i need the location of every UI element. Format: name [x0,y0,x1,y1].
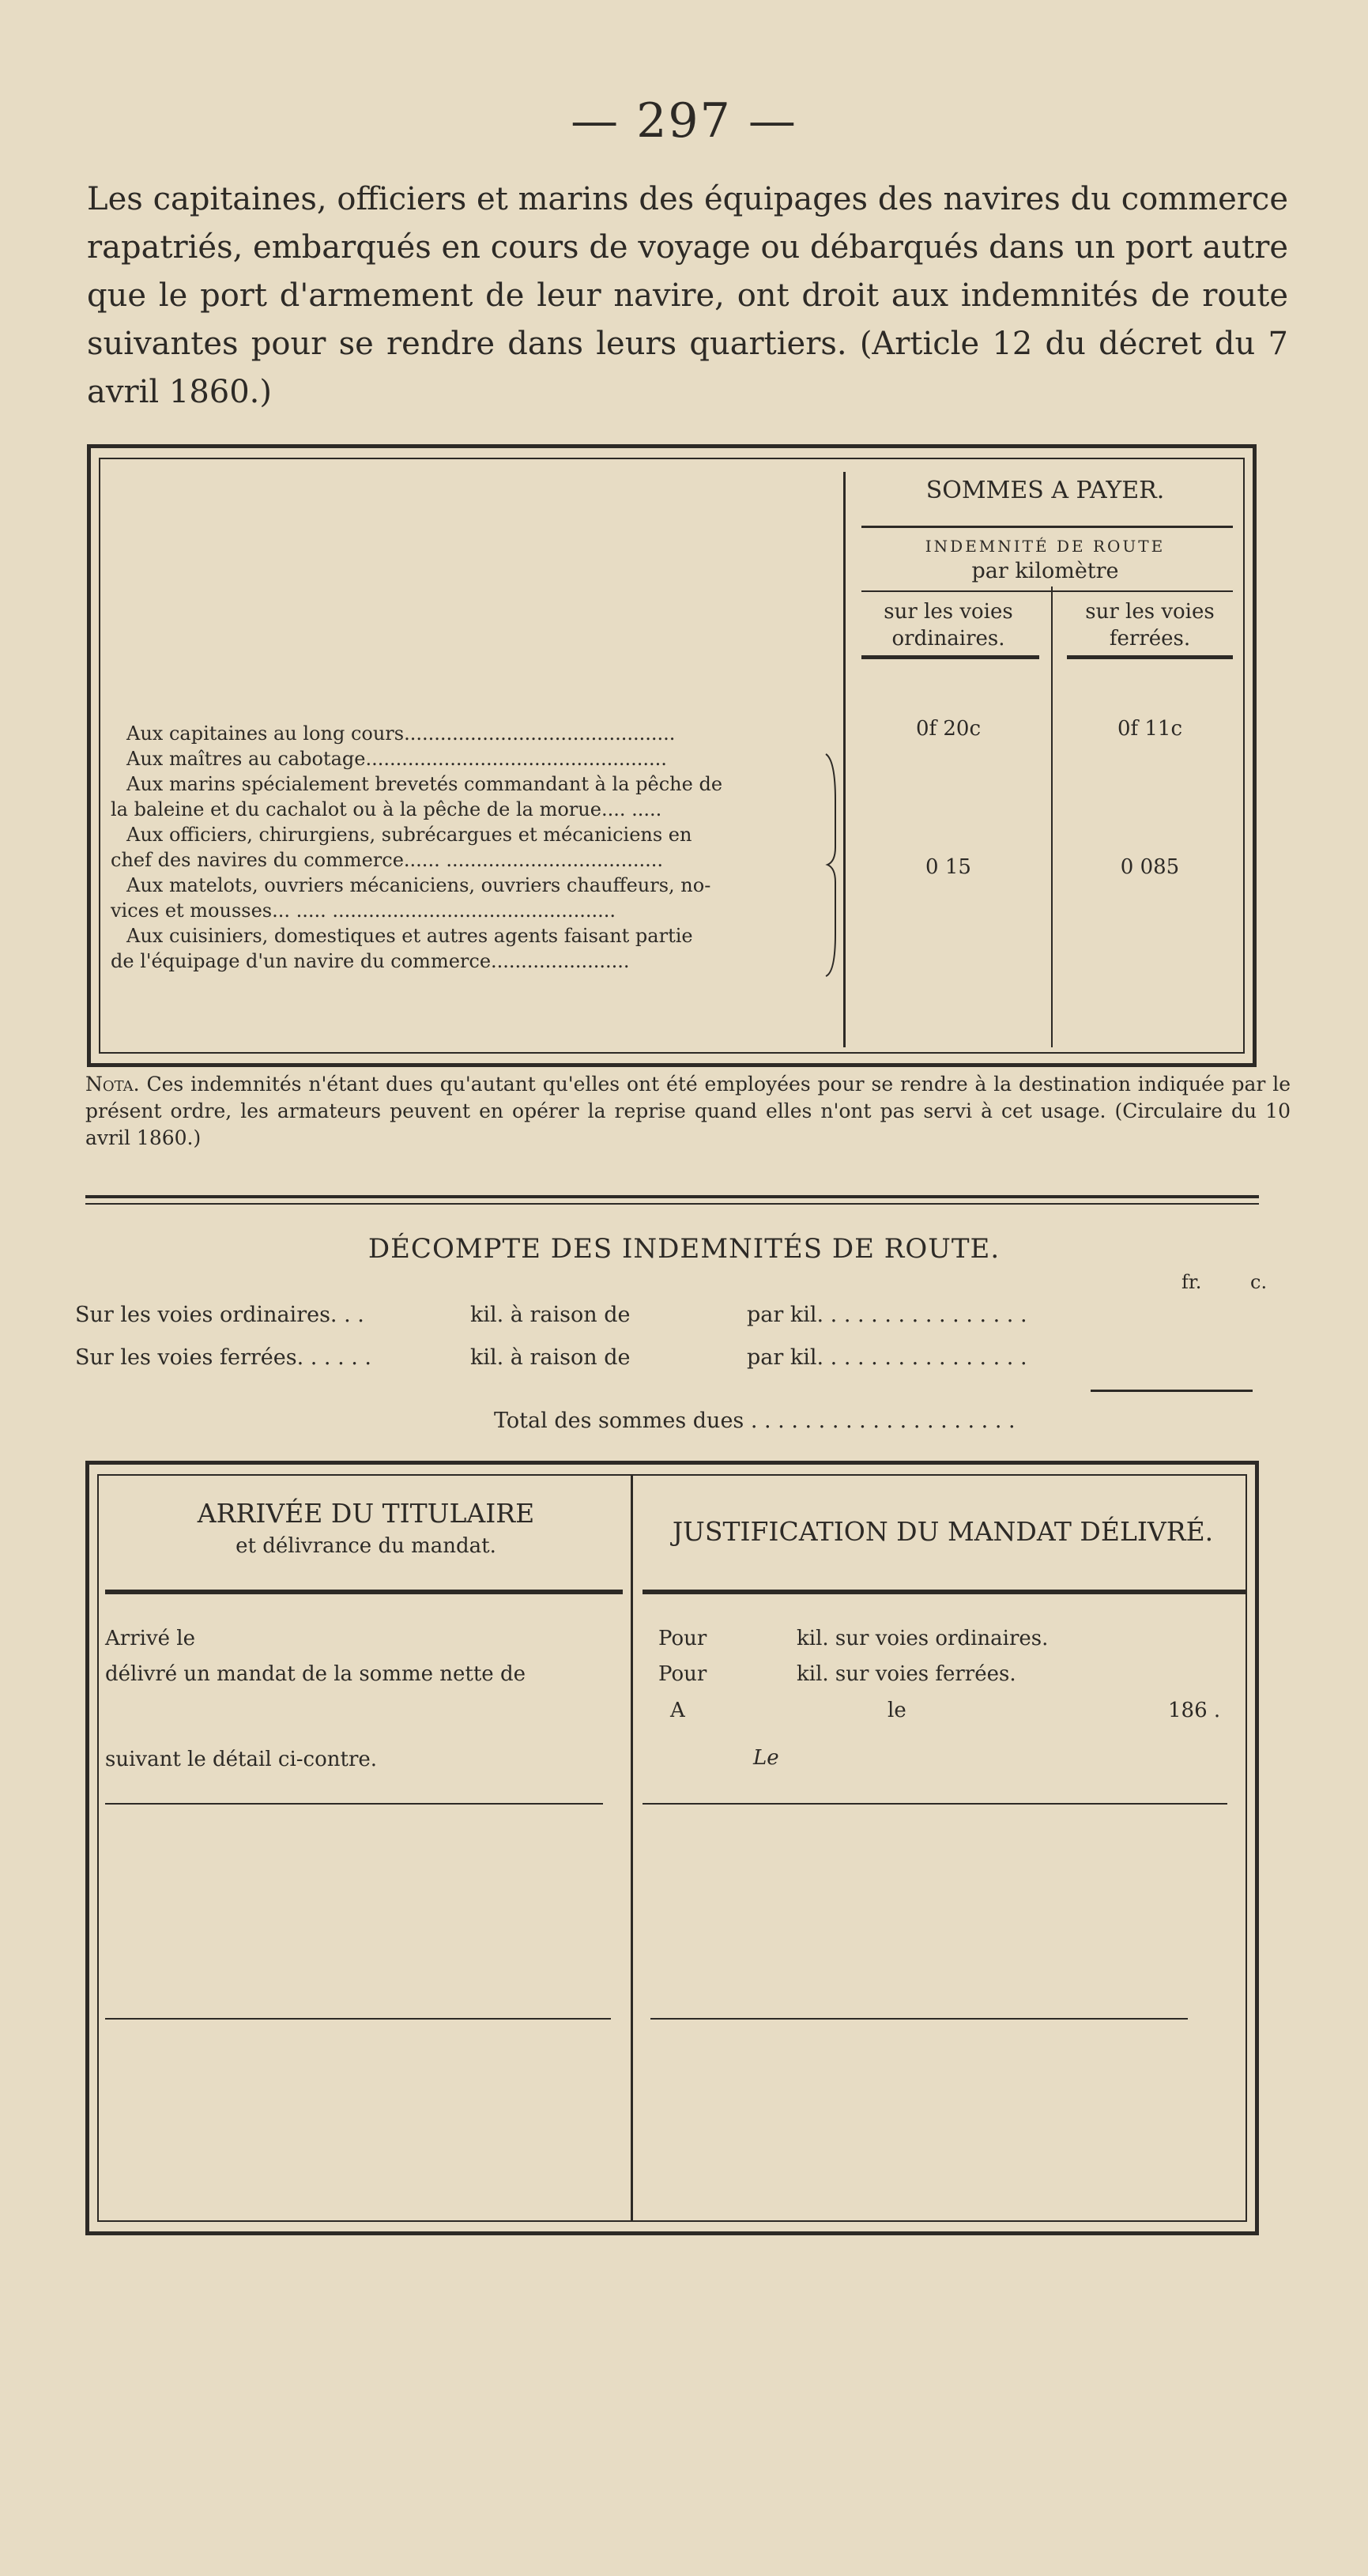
decompte-fr-label: fr. [1181,1271,1202,1293]
section-divider [85,1203,1259,1205]
decompte-ordinaires-label: Sur les voies ordinaires. . . [75,1303,364,1327]
row-maitres: Aux maîtres au cabotage.................................................. [126,748,667,770]
nota-paragraph [85,1071,1291,1152]
decompte-total: Total des sommes dues . . . . . . . . . . . . . . . . . . . . [494,1409,1016,1433]
arrival-line-mandat: délivré un mandat de la somme nette de [105,1662,526,1686]
col-rule [861,655,1039,659]
header-rule [861,590,1233,592]
row-officiers: Aux officiers, chirurgiens, subrécargues et mécaniciens en [126,824,692,846]
rate-capitaines-ordinaires: 0f 20c [915,717,982,741]
row-cuisiniers-cont: de l'équipage d'un navire du commerce....................... [111,950,630,972]
row-officiers-cont: chef des navires du commerce...... .................................... [111,849,663,871]
justification-rule [643,1590,1247,1594]
col-rule [1067,655,1233,659]
arrival-line-detail: suivant le détail ci-contre. [105,1748,378,1771]
row-marins: Aux marins spécialement brevetés commandant à la pêche de [126,773,723,795]
group-brace [824,752,840,978]
column-divider [1051,586,1053,1047]
justification-le: le [888,1699,906,1722]
header-indemnite: INDEMNITÉ DE ROUTE [925,537,1166,556]
decompte-title: DÉCOMPTE DES INDEMNITÉS DE ROUTE. [367,1233,1001,1265]
header-par-km: par kilomètre [971,559,1119,583]
rate-capitaines-ferrees: 0f 11c [1117,717,1183,741]
justification-pour-2: Pour [658,1662,707,1686]
col-voies-ordinaires: sur les voies ordinaires. [884,600,1013,651]
arrival-table [85,1461,1259,2235]
rate-autres-ferrees: 0 085 [1120,855,1180,879]
page-number: — 297 — [571,93,797,149]
decompte-ordinaires-right: par kil. . . . . . . . . . . . . . . . [747,1303,1027,1327]
arrival-line-rule [105,1803,603,1805]
row-capitaines: Aux capitaines au long cours............................................. [126,722,676,745]
intro-paragraph: Les capitaines, officiers et marins des équipages des navires du commerce rapatriés, embarqués en cours de voyage ou débarqués dans un port autre que le port d'armement de leur navire, ont droit aux indemnités de route suivantes pour se rendre dans leurs quartiers. (Article 12 du décret du 7 avril 1860.) [87,181,1288,410]
justification-line-rule [650,2018,1188,2020]
arrival-table-inner-frame [97,1474,1247,2222]
justification-kil-ferrees: kil. sur voies ferrées. [797,1662,1016,1686]
justification-line-rule [643,1803,1227,1805]
row-matelots: Aux matelots, ouvriers mécaniciens, ouvriers chauffeurs, no- [126,874,711,896]
decompte-ordinaires-mid: kil. à raison de [470,1303,631,1327]
header-rule [861,526,1233,528]
rate-autres-ordinaires: 0 15 [925,855,971,879]
justification-kil-ordinaires: kil. sur voies ordinaires. [797,1627,1049,1650]
row-matelots-cont: vices et mousses... ..... ............................................... [111,900,616,922]
decompte-ferrees-label: Sur les voies ferrées. . . . . . [75,1345,371,1370]
total-rule [1091,1390,1253,1392]
arrival-rule [105,1590,623,1594]
justification-a: A [670,1699,685,1722]
justification-year: 186 . [1168,1699,1221,1722]
arrival-title: ARRIVÉE DU TITULAIRE [197,1498,535,1529]
section-divider [85,1195,1259,1198]
header-sommes: SOMMES A PAYER. [925,477,1165,504]
nota-text: Ces indemnités n'étant dues qu'autant qu'elles ont été employées pour se rendre à la destination indiquée par le présent ordre, les armateurs peuvent en opérer la reprise quand elles n'ont pas servi à cet usage. (Circulaire du 10 avril 1860.) [85,1073,1291,1149]
arrival-line-rule [105,2018,611,2020]
decompte-c-label: c. [1250,1271,1268,1293]
row-cuisiniers: Aux cuisiniers, domestiques et autres agents faisant partie [126,925,693,947]
col-voies-ferrees: sur les voies ferrées. [1085,600,1215,651]
row-marins-cont: la baleine et du cachalot ou à la pêche de la morue.... ..... [111,798,662,820]
nota-label: Nota. [85,1073,140,1096]
decompte-ferrees-right: par kil. . . . . . . . . . . . . . . . [747,1345,1027,1370]
column-divider [631,1476,633,2220]
decompte-ferrees-mid: kil. à raison de [470,1345,631,1370]
arrival-line-arrive: Arrivé le [105,1627,195,1650]
arrival-subtitle: et délivrance du mandat. [236,1534,496,1558]
justification-le-2: Le [753,1746,779,1770]
indemnity-table [87,444,1257,1067]
justification-pour-1: Pour [658,1627,707,1650]
justification-title: JUSTIFICATION DU MANDAT DÉLIVRÉ. [672,1516,1214,1547]
